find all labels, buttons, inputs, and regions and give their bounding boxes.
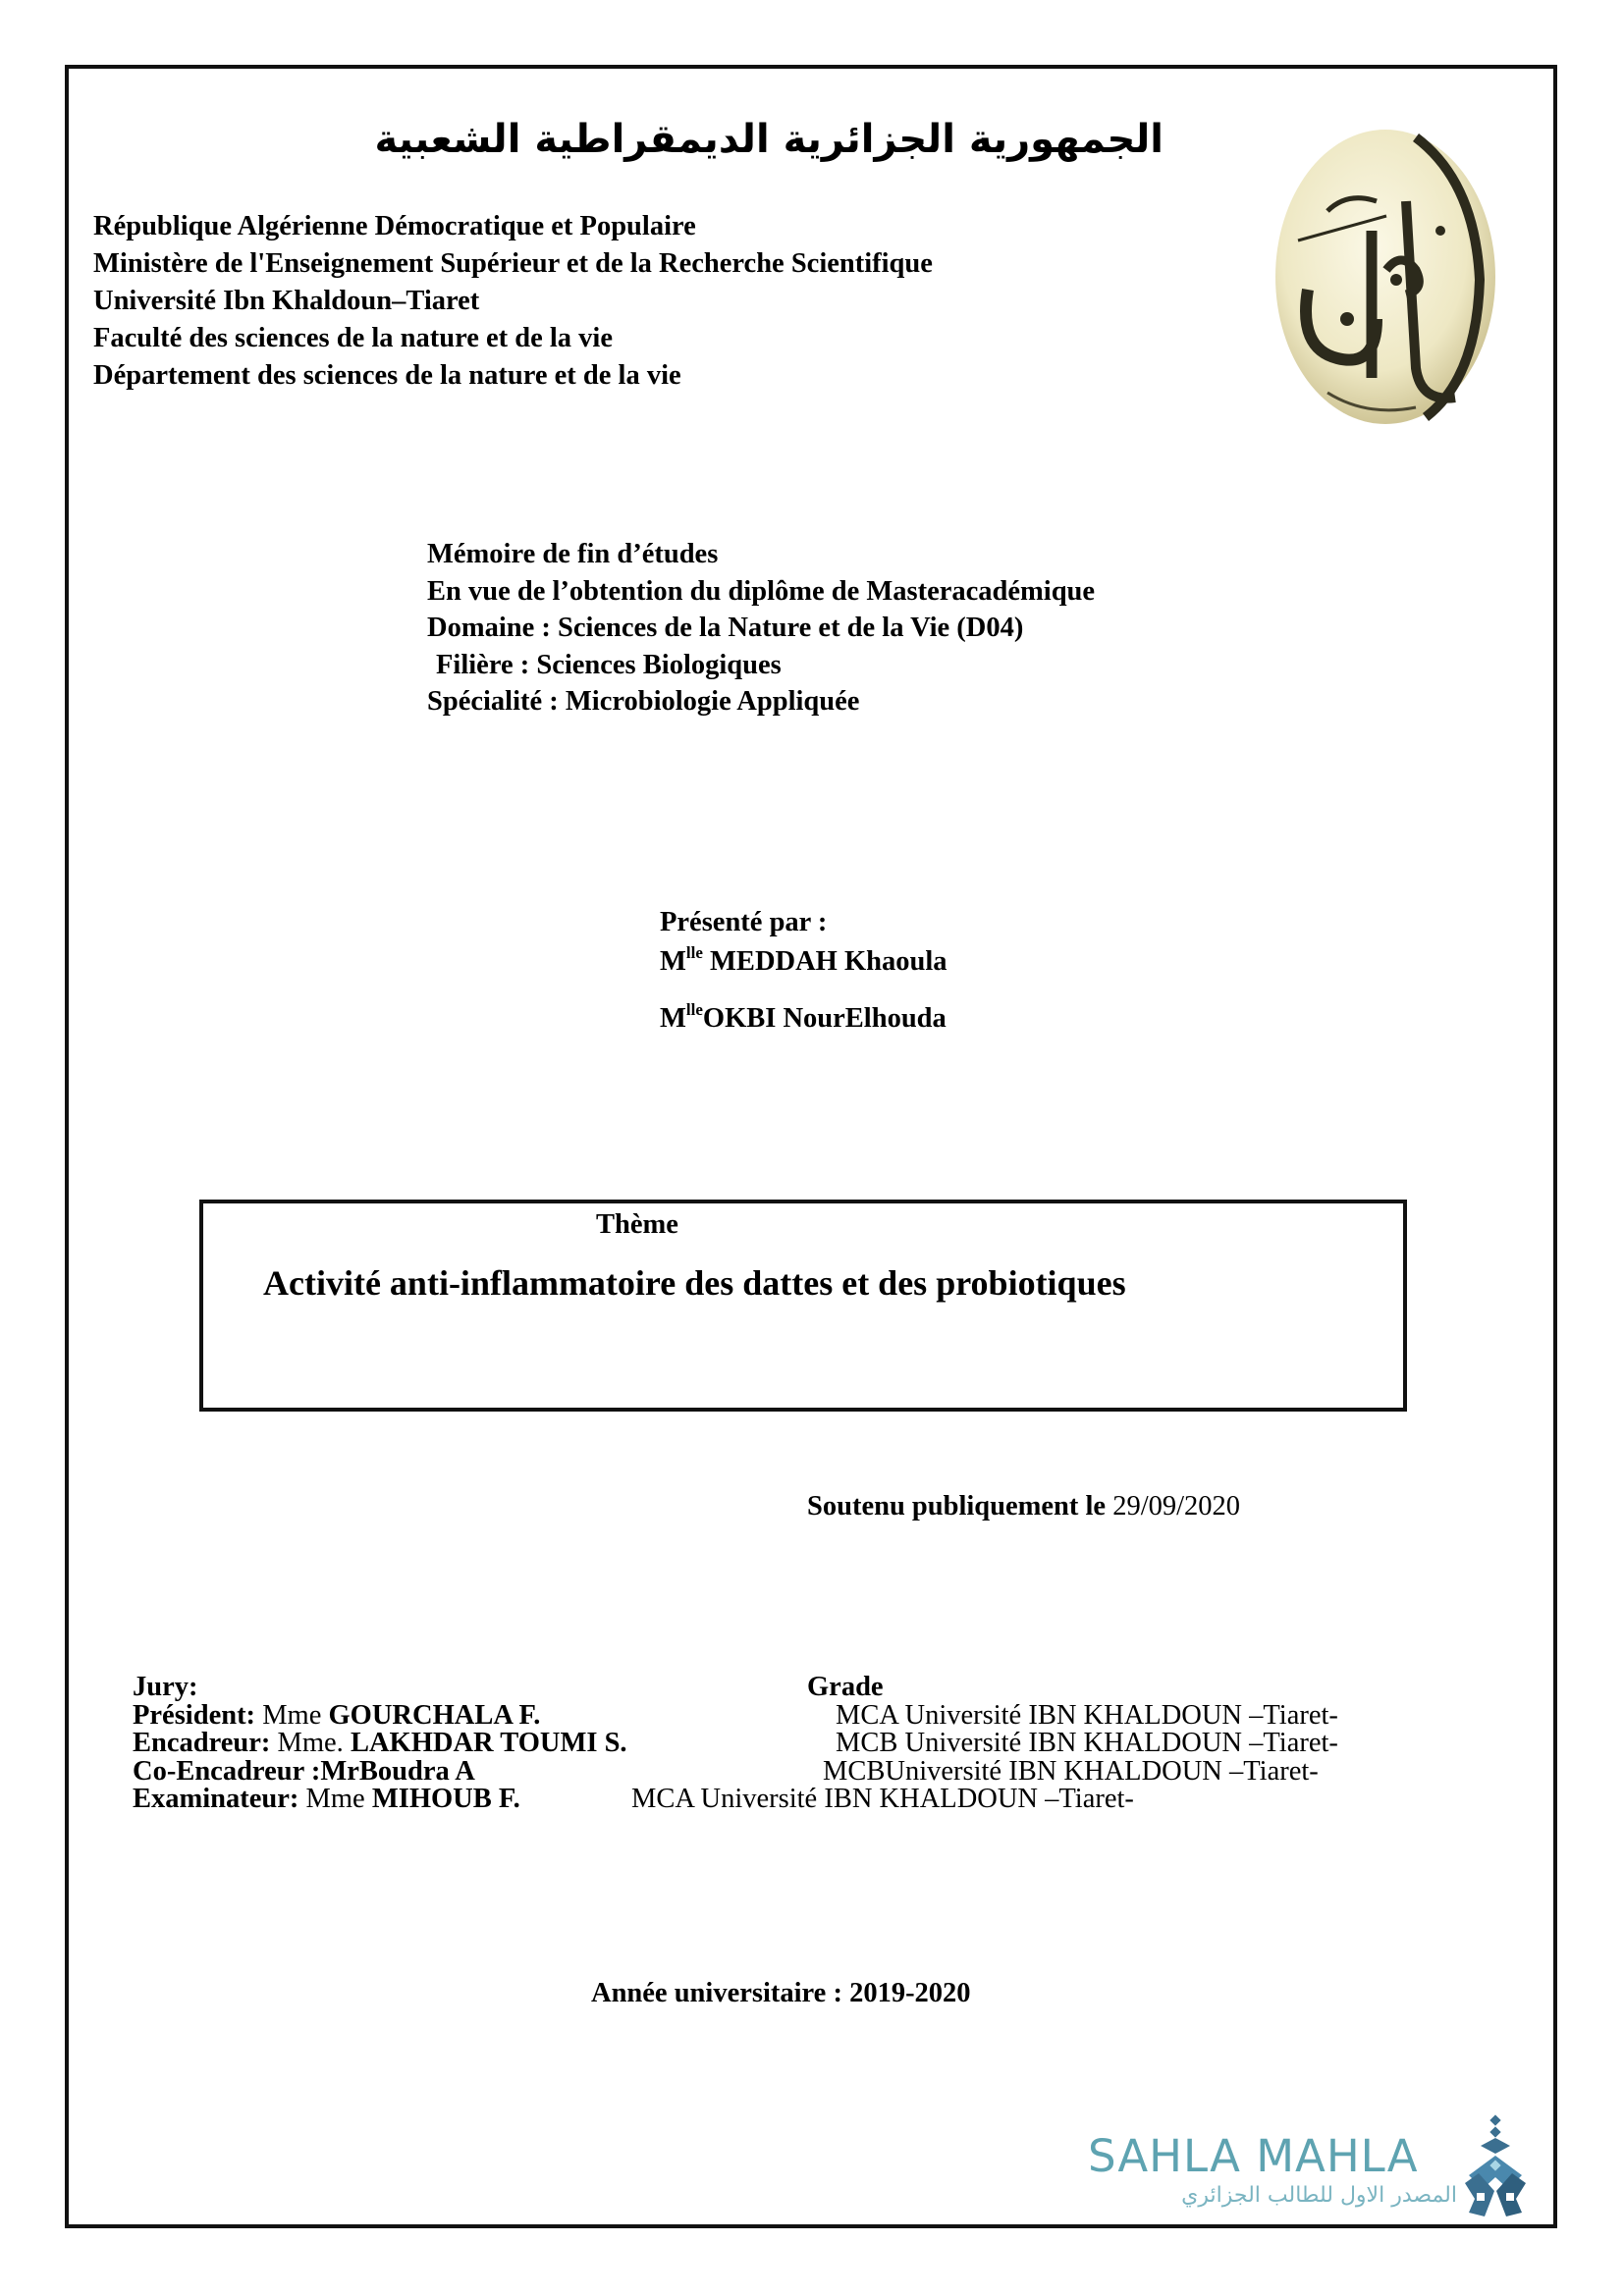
ministry-line: Ministère de l'Enseignement Supérieur et de la Recherche Scientifique <box>93 248 933 279</box>
theme-label: Thème <box>596 1209 678 1240</box>
student-fullname: MEDDAH Khaoula <box>702 946 947 977</box>
watermark-tagline: المصدر الاول للطالب الجزائري <box>1181 2183 1457 2208</box>
jury-role: Président: <box>133 1699 256 1731</box>
student-prefix: M <box>660 946 686 977</box>
memoire-info <box>427 536 1095 721</box>
jury-member-row <box>133 1730 627 1758</box>
diploma-line: En vue de l’obtention du diplôme de Masteracadémique <box>427 575 1096 607</box>
jury-title: Mme. <box>270 1728 351 1758</box>
jury-name: LAKHDAR TOUMI S. <box>350 1728 627 1758</box>
theme-box <box>199 1200 1407 1412</box>
jury-grade: MCA Université IBN KHALDOUN –Tiaret- <box>631 1784 1134 1814</box>
jury-header-label: Jury: <box>133 1672 198 1702</box>
university-seal-icon <box>1269 123 1502 432</box>
institution-header <box>93 208 933 395</box>
grade-header-label: Grade <box>807 1672 884 1702</box>
arabic-republic-title: الجمهورية الجزائرية الديمقراطية الشعبية <box>374 117 1164 162</box>
faculty-line: Faculté des sciences de la nature et de la vie <box>93 323 614 353</box>
jury-grade: MCA Université IBN KHALDOUN –Tiaret- <box>836 1699 1338 1731</box>
student-prefix: M <box>660 1003 686 1034</box>
jury-member-row <box>133 1755 475 1787</box>
jury-role: Co-Encadreur :MrBoudra A <box>133 1755 475 1787</box>
presented-by-label: Présenté par : <box>660 907 828 937</box>
specialty-line: Spécialité : Microbiologie Appliquée <box>427 686 860 717</box>
jury-title: Mme <box>298 1784 372 1814</box>
republic-line: République Algérienne Démocratique et Populaire <box>93 211 696 241</box>
jury-grade: MCBUniversité IBN KHALDOUN –Tiaret- <box>823 1755 1319 1787</box>
defense-date: 29/09/2020 <box>1112 1491 1241 1522</box>
field-line: Filière : Sciences Biologiques <box>436 649 782 680</box>
memoire-title: Mémoire de fin d’études <box>427 539 719 569</box>
sahla-mahla-logo-icon <box>1461 2114 1530 2220</box>
student-fullname: OKBI NourElhouda <box>702 1003 947 1034</box>
student-name <box>660 942 947 982</box>
student-prefix-sup: lle <box>685 1000 703 1019</box>
jury-title: Mme <box>255 1699 329 1731</box>
university-line: Université Ibn Khaldoun–Tiaret <box>93 286 480 316</box>
jury-role: Encadreur: <box>133 1728 271 1758</box>
jury-name: GOURCHALA F. <box>328 1699 541 1731</box>
jury-member-row <box>133 1786 520 1814</box>
watermark-brand: SAHLA MAHLA <box>1088 2130 1419 2182</box>
domain-line: Domaine : Sciences de la Nature et de la Vie (D04) <box>427 613 1024 643</box>
jury-grade: MCB Université IBN KHALDOUN –Tiaret- <box>836 1728 1338 1758</box>
student-name <box>660 999 947 1039</box>
jury-name: MIHOUB F. <box>371 1784 520 1814</box>
academic-year: Année universitaire : 2019-2020 <box>591 1978 971 2008</box>
defense-date-line <box>807 1491 1240 1522</box>
student-prefix-sup: lle <box>685 943 703 962</box>
presented-by-block <box>660 903 947 1039</box>
thesis-title: Activité anti-inflammatoire des dattes et des probiotiques <box>263 1263 1126 1303</box>
department-line: Département des sciences de la nature et de la vie <box>93 360 681 391</box>
defense-label: Soutenu publiquement le <box>807 1491 1107 1522</box>
jury-role: Examinateur: <box>133 1784 299 1814</box>
jury-member-row <box>133 1699 541 1731</box>
